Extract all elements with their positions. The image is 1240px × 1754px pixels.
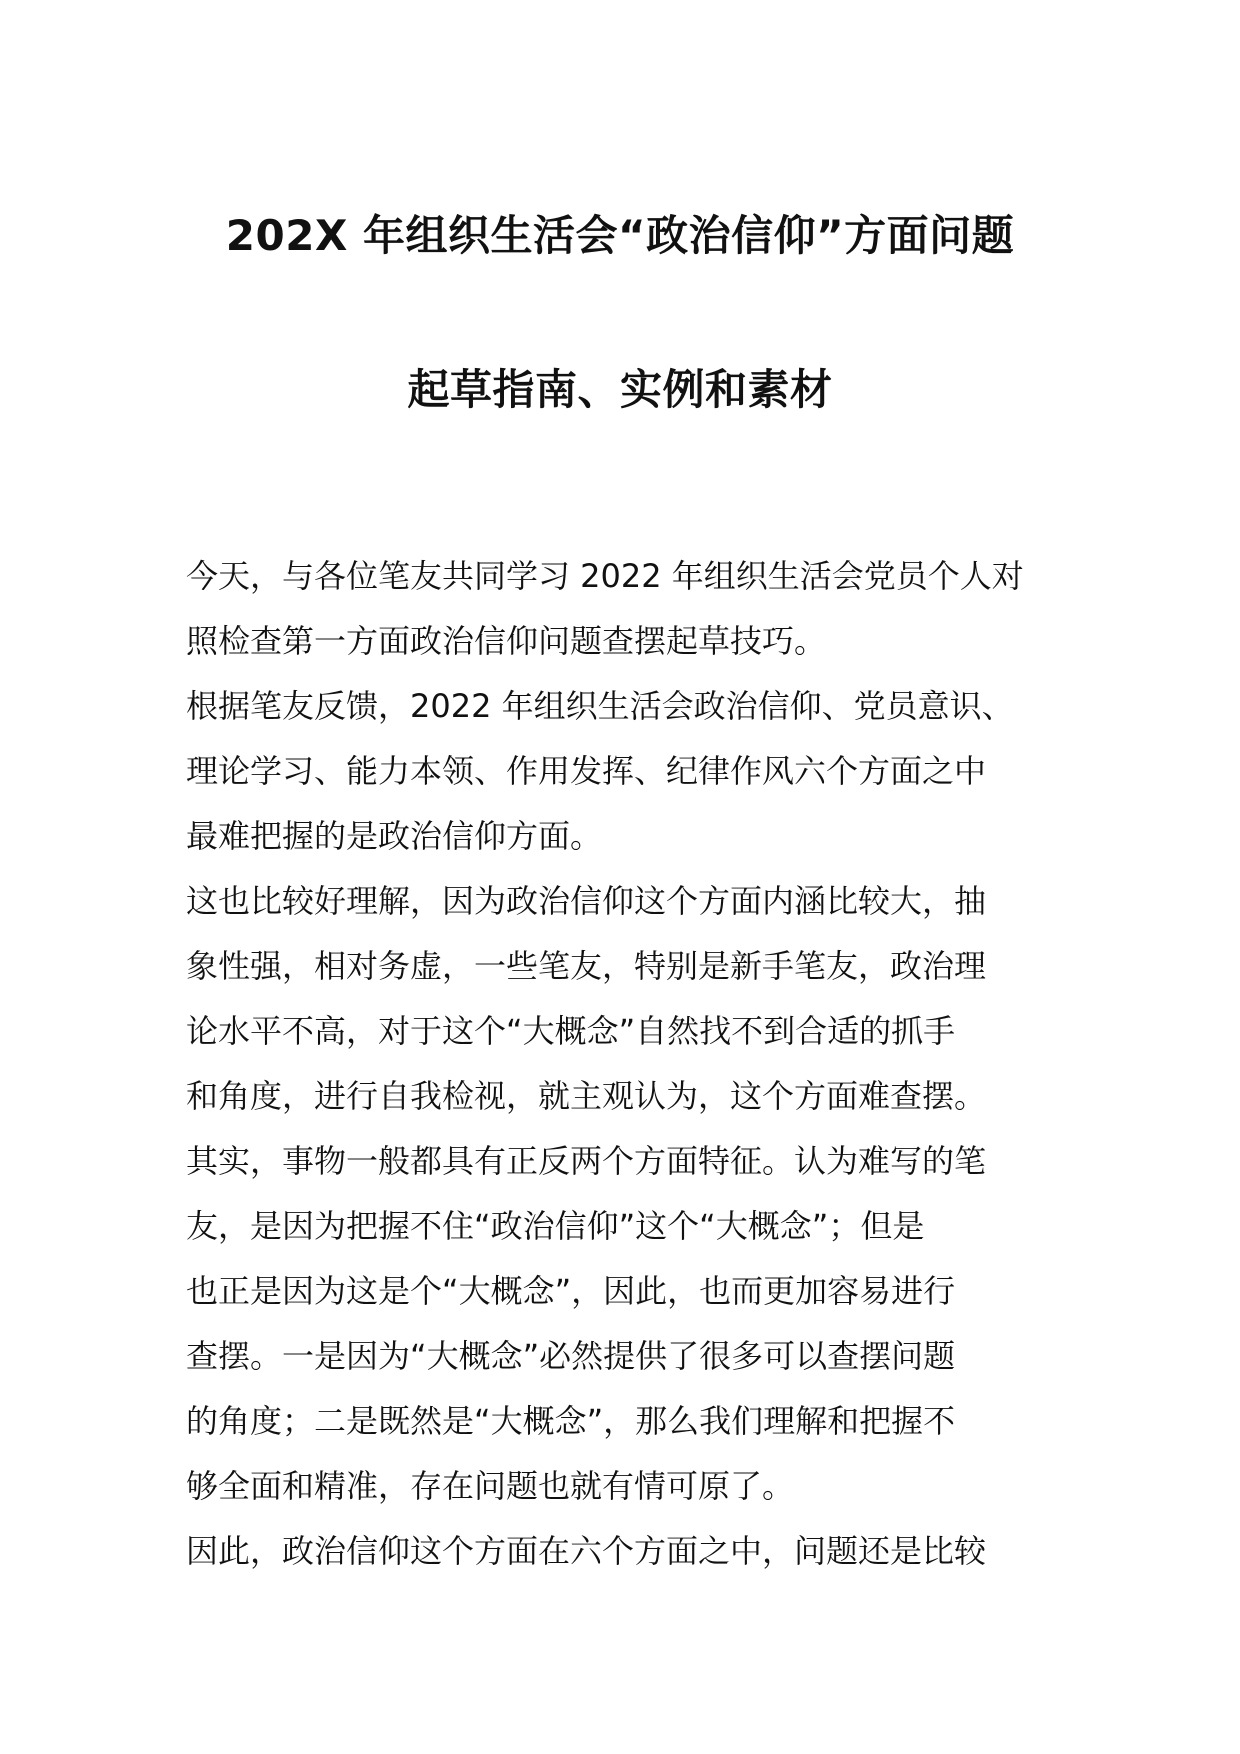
body-line: 和角度，进行自我检视，就主观认为，这个方面难查摆。 — [186, 1077, 987, 1115]
body-line: 的角度；二是既然是“大概念”，那么我们理解和把握不 — [186, 1402, 956, 1440]
body-line: 根据笔友反馈，2022 年组织生活会政治信仰、党员意识、 — [186, 687, 1014, 725]
body-line: 今天，与各位笔友共同学习 2022 年组织生活会党员个人对 — [186, 557, 1024, 595]
body-line: 够全面和精准，存在问题也就有情可原了。 — [186, 1467, 795, 1505]
document-body — [186, 544, 1056, 1584]
body-line: 象性强，相对务虚，一些笔友，特别是新手笔友，政治理 — [186, 947, 987, 985]
body-line: 友，是因为把握不住“政治信仰”这个“大概念”；但是 — [186, 1207, 925, 1245]
document-title-line-2: 起草指南、实例和素材 — [407, 365, 833, 414]
body-line: 这也比较好理解，因为政治信仰这个方面内涵比较大，抽 — [186, 882, 987, 920]
document-title-line-1: 202X 年组织生活会“政治信仰”方面问题 — [225, 211, 1015, 260]
body-line: 其实，事物一般都具有正反两个方面特征。认为难写的笔 — [186, 1142, 987, 1180]
body-line: 因此，政治信仰这个方面在六个方面之中，问题还是比较 — [186, 1532, 987, 1570]
body-line: 理论学习、能力本领、作用发挥、纪律作风六个方面之中 — [186, 752, 987, 790]
body-line: 论水平不高，对于这个“大概念”自然找不到合适的抓手 — [186, 1012, 956, 1050]
body-line: 最难把握的是政治信仰方面。 — [186, 817, 603, 855]
body-line: 也正是因为这是个“大概念”，因此，也而更加容易进行 — [186, 1272, 956, 1310]
body-line: 照检查第一方面政治信仰问题查摆起草技巧。 — [186, 622, 827, 660]
body-line: 查摆。一是因为“大概念”必然提供了很多可以查摆问题 — [186, 1337, 956, 1375]
